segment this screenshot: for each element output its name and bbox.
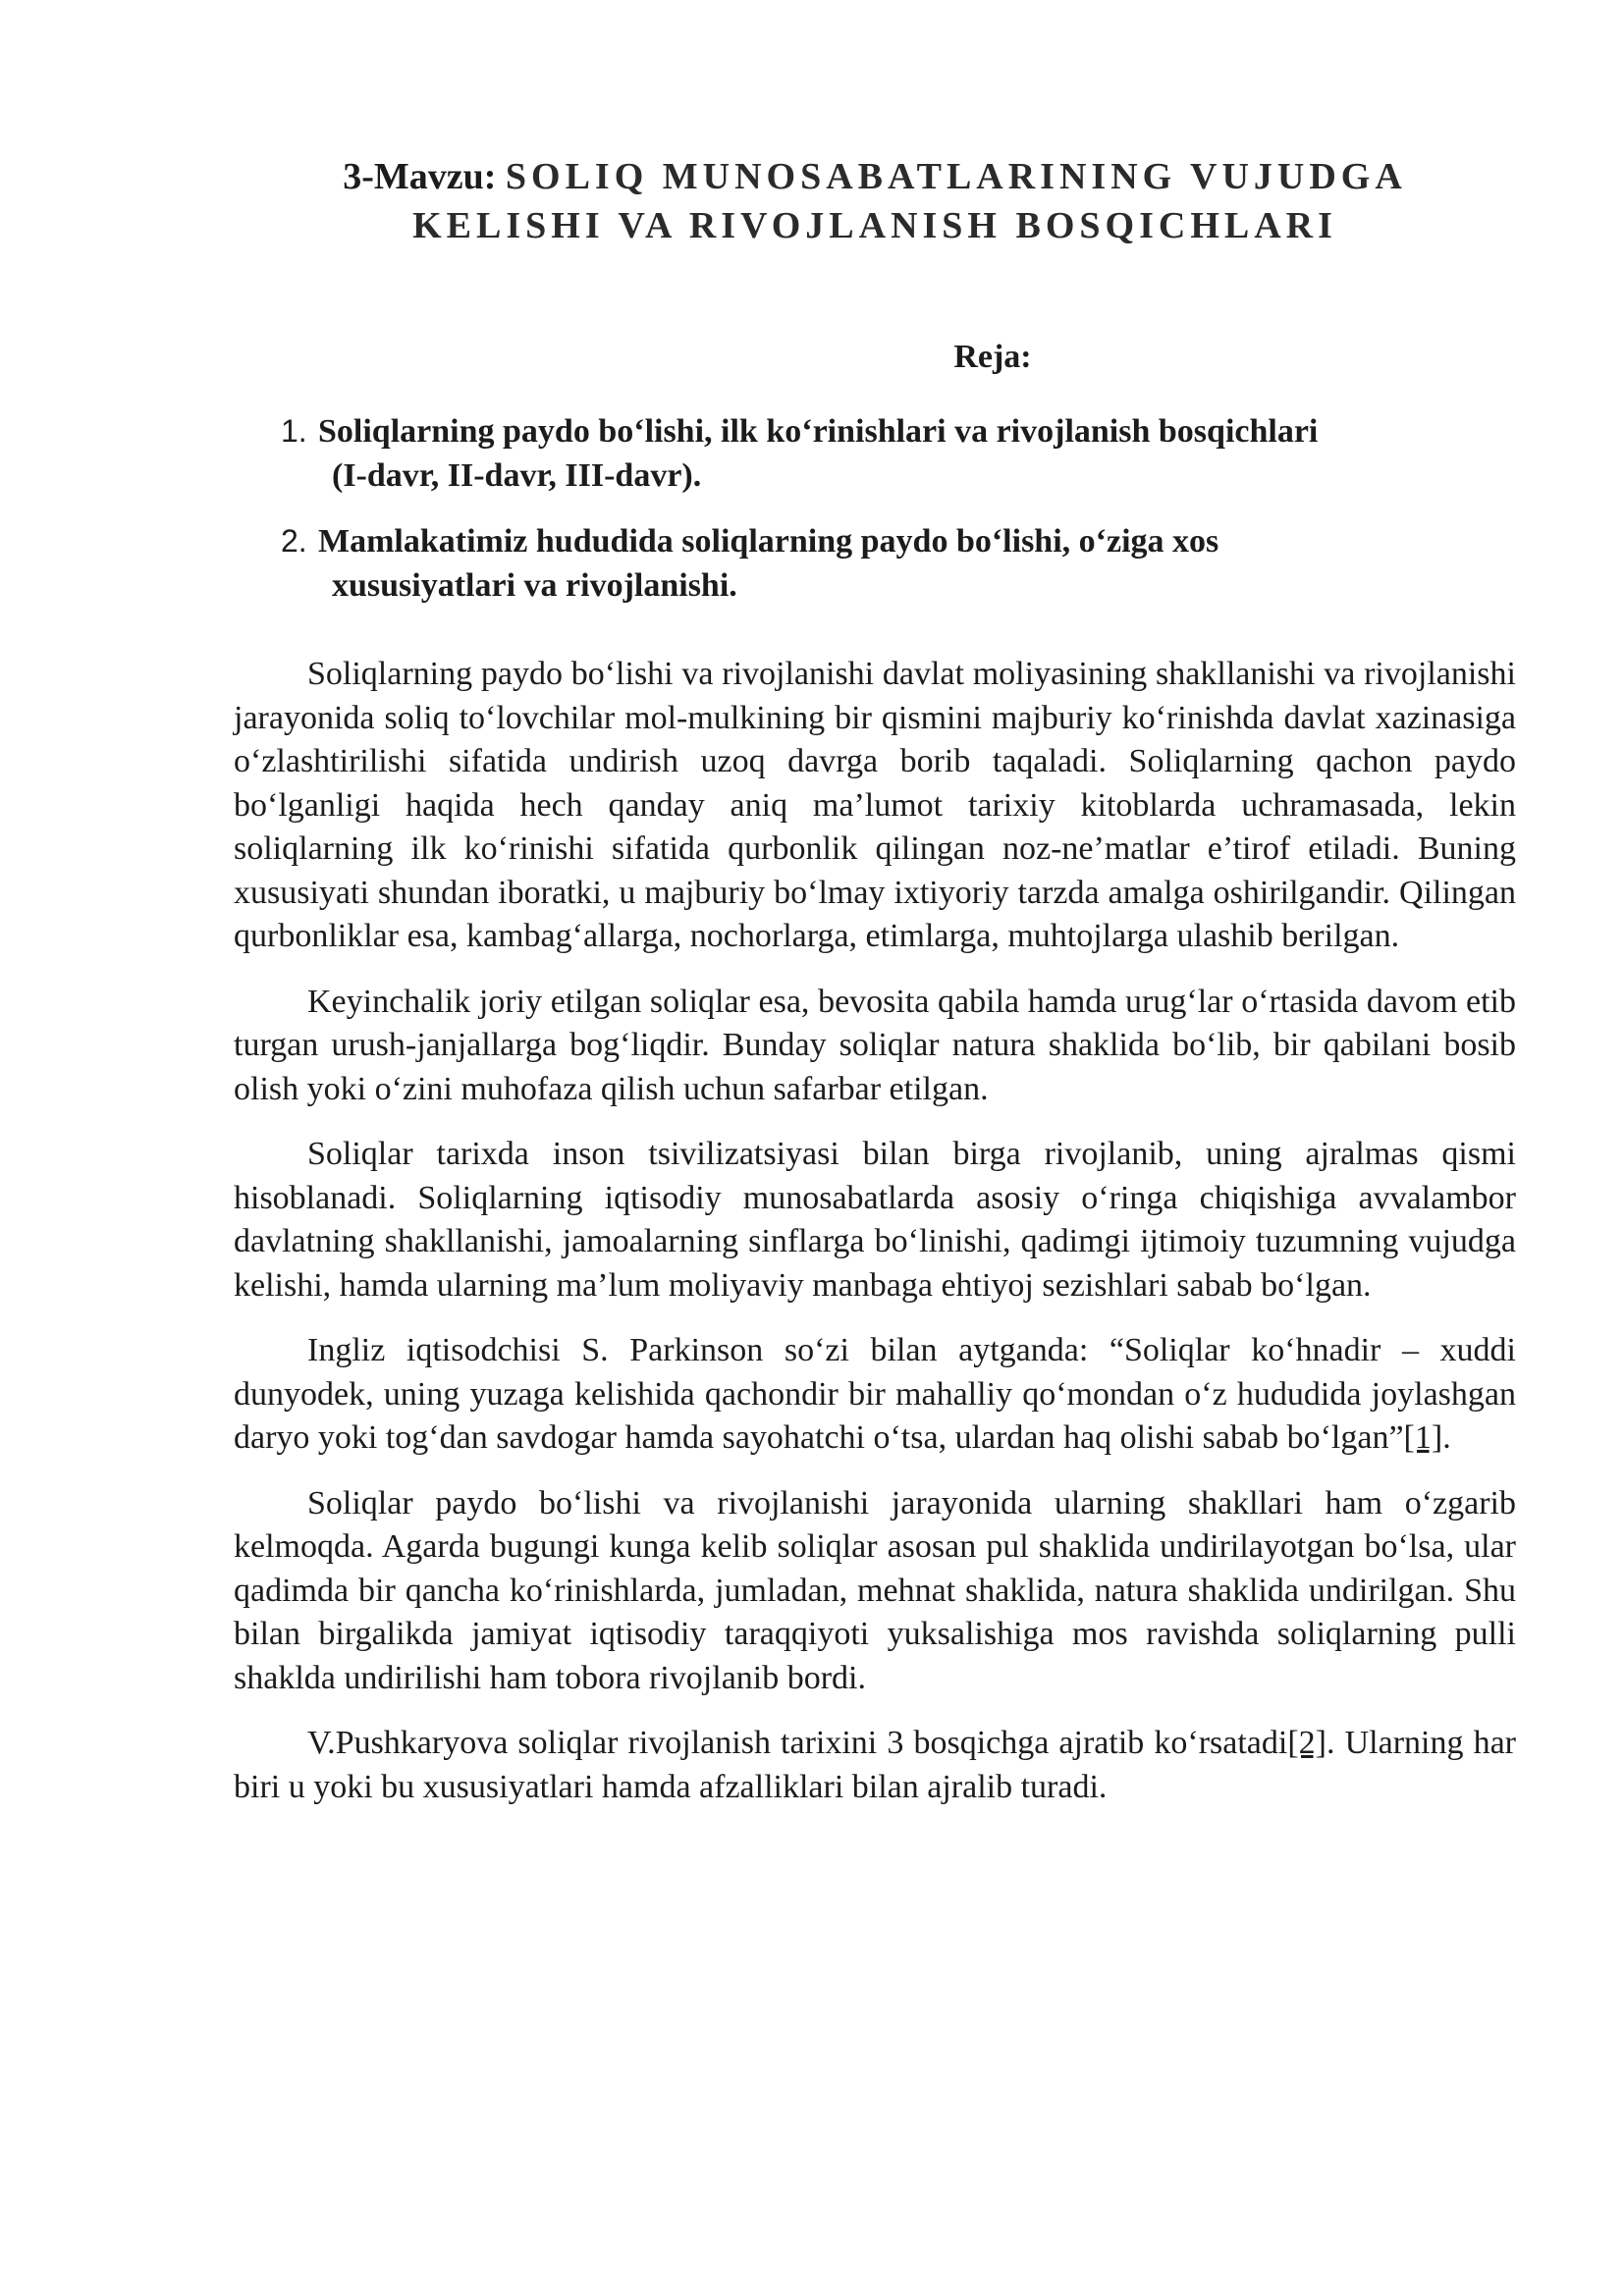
paragraph-5: Soliqlar paydo bo‘lishi va rivojlanishi jarayonida ularning shakllari ham o‘zgarib kelmoqda. Agarda bugungi kunga kelib soliqlar asosan pul shaklida undirilayotgan bo‘lsa, ular qadimda bir qancha ko‘rinishlarda, jumladan, mehnat shaklida, natura shaklida undirilgan. Shu bilan birgalikda jamiyat iqtisodiy taraqqiyoti yuksalishiga mos ravishda soliqlarning pulli shaklda undirilishi ham tobora rivojlanib bordi. [234, 1484, 1516, 1696]
document-page [234, 152, 1516, 1805]
paragraph-6 [234, 1722, 1516, 1809]
plan-item-line: Soliqlarning paydo bo‘lishi, ilk ko‘rinishlari va rivojlanish bosqichlari [318, 413, 1319, 450]
paragraph-1: Soliqlarning paydo bo‘lishi va rivojlanishi davlat moliyasining shakllanishi va rivojlanishi jarayonida soliq to‘lovchilar mol-mulkining bir qismini majburiy ko‘rinishda davlat xazinasiga o‘zlashtirilishi sifatida undirish uzoq davrga borib taqaladi. Soliqlarning qachon paydo bo‘lganligi haqida hech qanday aniq ma’lumot tarixiy kitoblarda uchramasada, lekin soliqlarning ilk ko‘rinishi sifatida qurbonlik qilingan noz-ne’matlar e’tirof etiladi. Buning xususiyati shundan iboratki, u majburiy bo‘lmay ixtiyoriy tarzda amalga oshirilgandir. Qilingan qurbonliklar esa, kambag‘allarga, nochorlarga, etimlarga, muhtojlarga ulashib berilgan. [234, 656, 1516, 954]
paragraph-6-text: V.Pushkaryova soliqlar rivojlanish tarixini 3 bosqichga ajratib ko‘rsatadi [307, 1725, 1288, 1761]
plan-item-number: 1. [281, 413, 307, 449]
document-body [234, 653, 1516, 1831]
plan-item-line: Mamlakatimiz hududida soliqlarning paydo bo‘lishi, o‘ziga xos [318, 523, 1219, 560]
plan-item-line: (I-davr, II-davr, III-davr). [332, 457, 702, 494]
plan-list [281, 409, 1489, 608]
plan-item-1 [281, 409, 1489, 498]
plan-heading: Reja: [953, 339, 1032, 375]
paragraph-6-end: . Ularning har biri u yoki bu xususiyatlari hamda afzalliklari bilan ajralib turadi. [234, 1725, 1516, 1805]
plan-item-number: 2. [281, 523, 307, 559]
paragraph-4-text: Ingliz iqtisodchisi S. Parkinson so‘zi bilan aytganda: “Soliqlar ko‘hnadir – xuddi dunyodek, uning yuzaga kelishida qachondir bir mahalliy qo‘mondan o‘z hududida joylashgan daryo yoki tog‘dan savdogar hamda sayohatchi o‘tsa, ulardan haq olishi sabab bo‘lgan” [234, 1332, 1516, 1456]
topic-title [234, 152, 1516, 250]
plan-item-2 [281, 519, 1489, 608]
topic-title-line-2: KELISHI VA RIVOJLANISH BOSQICHLARI [412, 205, 1337, 246]
plan-item-text [318, 519, 1489, 608]
paragraph-3: Soliqlar tarixda inson tsivilizatsiyasi bilan birga rivojlanib, uning ajralmas qismi hisoblanadi. Soliqlarning iqtisodiy munosabatlarda asosiy o‘ringa chiqishiga avvalambor davlatning shakllanishi, jamoalarning sinflarga bo‘linishi, qadimgi ijtimoiy tuzumning vujudga kelishi, hamda ularning ma’lum moliyaviy manbaga ehtiyoj sezishlari sabab bo‘lgan. [234, 1136, 1516, 1304]
paragraph-4 [234, 1329, 1516, 1461]
topic-prefix: 3-Mavzu: [343, 156, 506, 197]
footnote-ref-2[interactable]: [2] [1287, 1725, 1326, 1761]
plan-item-text [318, 409, 1489, 498]
paragraph-2: Keyinchalik joriy etilgan soliqlar esa, bevosita qabila hamda urug‘lar o‘rtasida davom etib turgan urush-janjallarga bog‘liqdir. Bunday soliqlar natura shaklida bo‘lib, bir qabilani bosib olish yoki o‘zini muhofaza qilish uchun safarbar etilgan. [234, 983, 1516, 1107]
footnote-ref-1[interactable]: [1] [1403, 1419, 1443, 1456]
plan-item-line: xususiyatlari va rivojlanishi. [332, 567, 737, 604]
paragraph-4-end: . [1442, 1419, 1451, 1456]
topic-title-line-1: SOLIQ MUNOSABATLARINING VUJUDGA [505, 156, 1407, 197]
